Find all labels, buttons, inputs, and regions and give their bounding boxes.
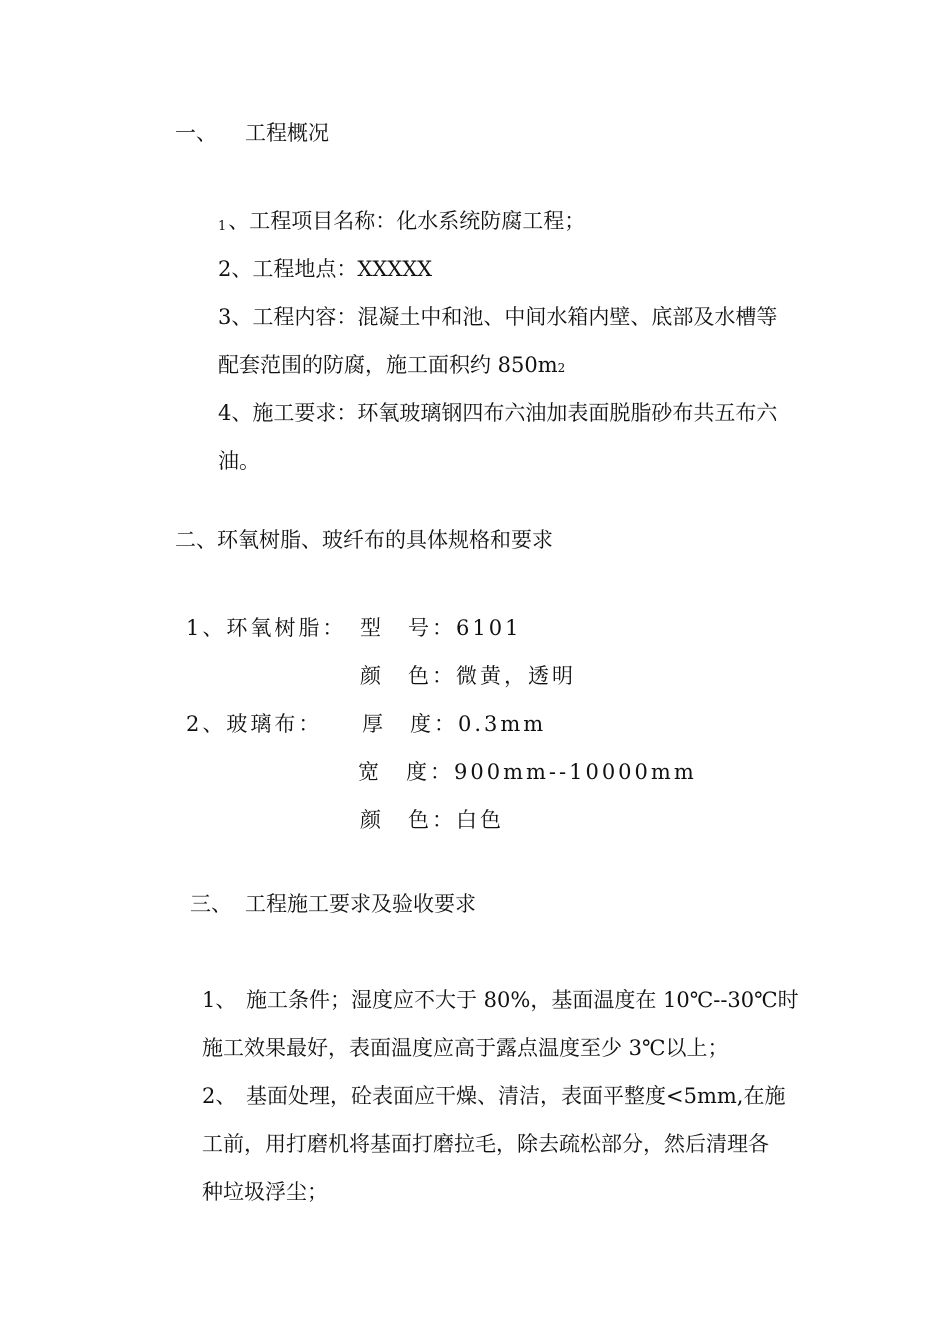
s1-item3-text: 、工程内容：混凝土中和池、中间水箱内壁、底部及水槽等 (231, 305, 778, 329)
s3-item1-line1: 施工条件；湿度应不大于 80%，基面温度在 10℃--30℃时 (246, 988, 799, 1012)
cloth-label: 2、玻璃布： (186, 712, 323, 736)
resin-color: 颜 色：微黄，透明 (360, 664, 576, 688)
cloth-color: 颜 色：白色 (360, 808, 504, 832)
s1-item1 (218, 206, 585, 242)
s1-item3-cont (218, 350, 565, 383)
section3-number: 三、 (190, 892, 232, 916)
resin-model: 型 号：6101 (360, 616, 522, 640)
s1-item3-cont-text: 配套范围的防腐，施工面积约 850m (218, 353, 558, 377)
s3-item2-line3: 种垃圾浮尘； (202, 1180, 328, 1204)
section2-title: 二、环氧树脂、玻纤布的具体规格和要求 (175, 528, 553, 552)
s3-item2-line2: 工前，用打磨机将基面打磨拉毛，除去疏松部分，然后清理各 (202, 1132, 769, 1156)
section1-title: 工程概况 (245, 121, 329, 145)
resin-label: 1、环氧树脂： (186, 616, 347, 640)
s3-item2-line1: 基面处理，砼表面应干燥、清洁，表面平整度<5mm,在施 (246, 1084, 786, 1108)
s1-item4-num: 4 (218, 401, 232, 425)
s1-item3-superscript: 2 (557, 361, 566, 375)
s3-item2-num: 2、 (202, 1084, 237, 1108)
s1-item2-text: 、工程地点：XXXXX (231, 257, 433, 281)
s1-item2-num: 2 (218, 257, 232, 281)
s1-item3-num: 3 (218, 305, 232, 329)
cloth-thickness: 厚 度：0.3mm (362, 712, 547, 736)
s1-item1-text: 、工程项目名称：化水系统防腐工程； (228, 209, 586, 233)
s1-item4-cont: 油。 (218, 449, 260, 473)
s1-item3 (218, 302, 777, 332)
s3-item1-line2: 施工效果最好，表面温度应高于露点温度至少 3℃以上； (202, 1036, 729, 1060)
s1-item4-text: 、施工要求：环氧玻璃钢四布六油加表面脱脂砂布共五布六 (231, 401, 778, 425)
section1-number: 一、 (175, 121, 217, 145)
s1-item1-num: 1 (218, 219, 227, 234)
s3-item1-num: 1、 (202, 988, 237, 1012)
section3-title: 工程施工要求及验收要求 (245, 892, 476, 916)
s1-item2 (218, 254, 432, 284)
s1-item4 (218, 398, 777, 428)
cloth-width: 宽 度：900mm--10000mm (358, 760, 697, 784)
